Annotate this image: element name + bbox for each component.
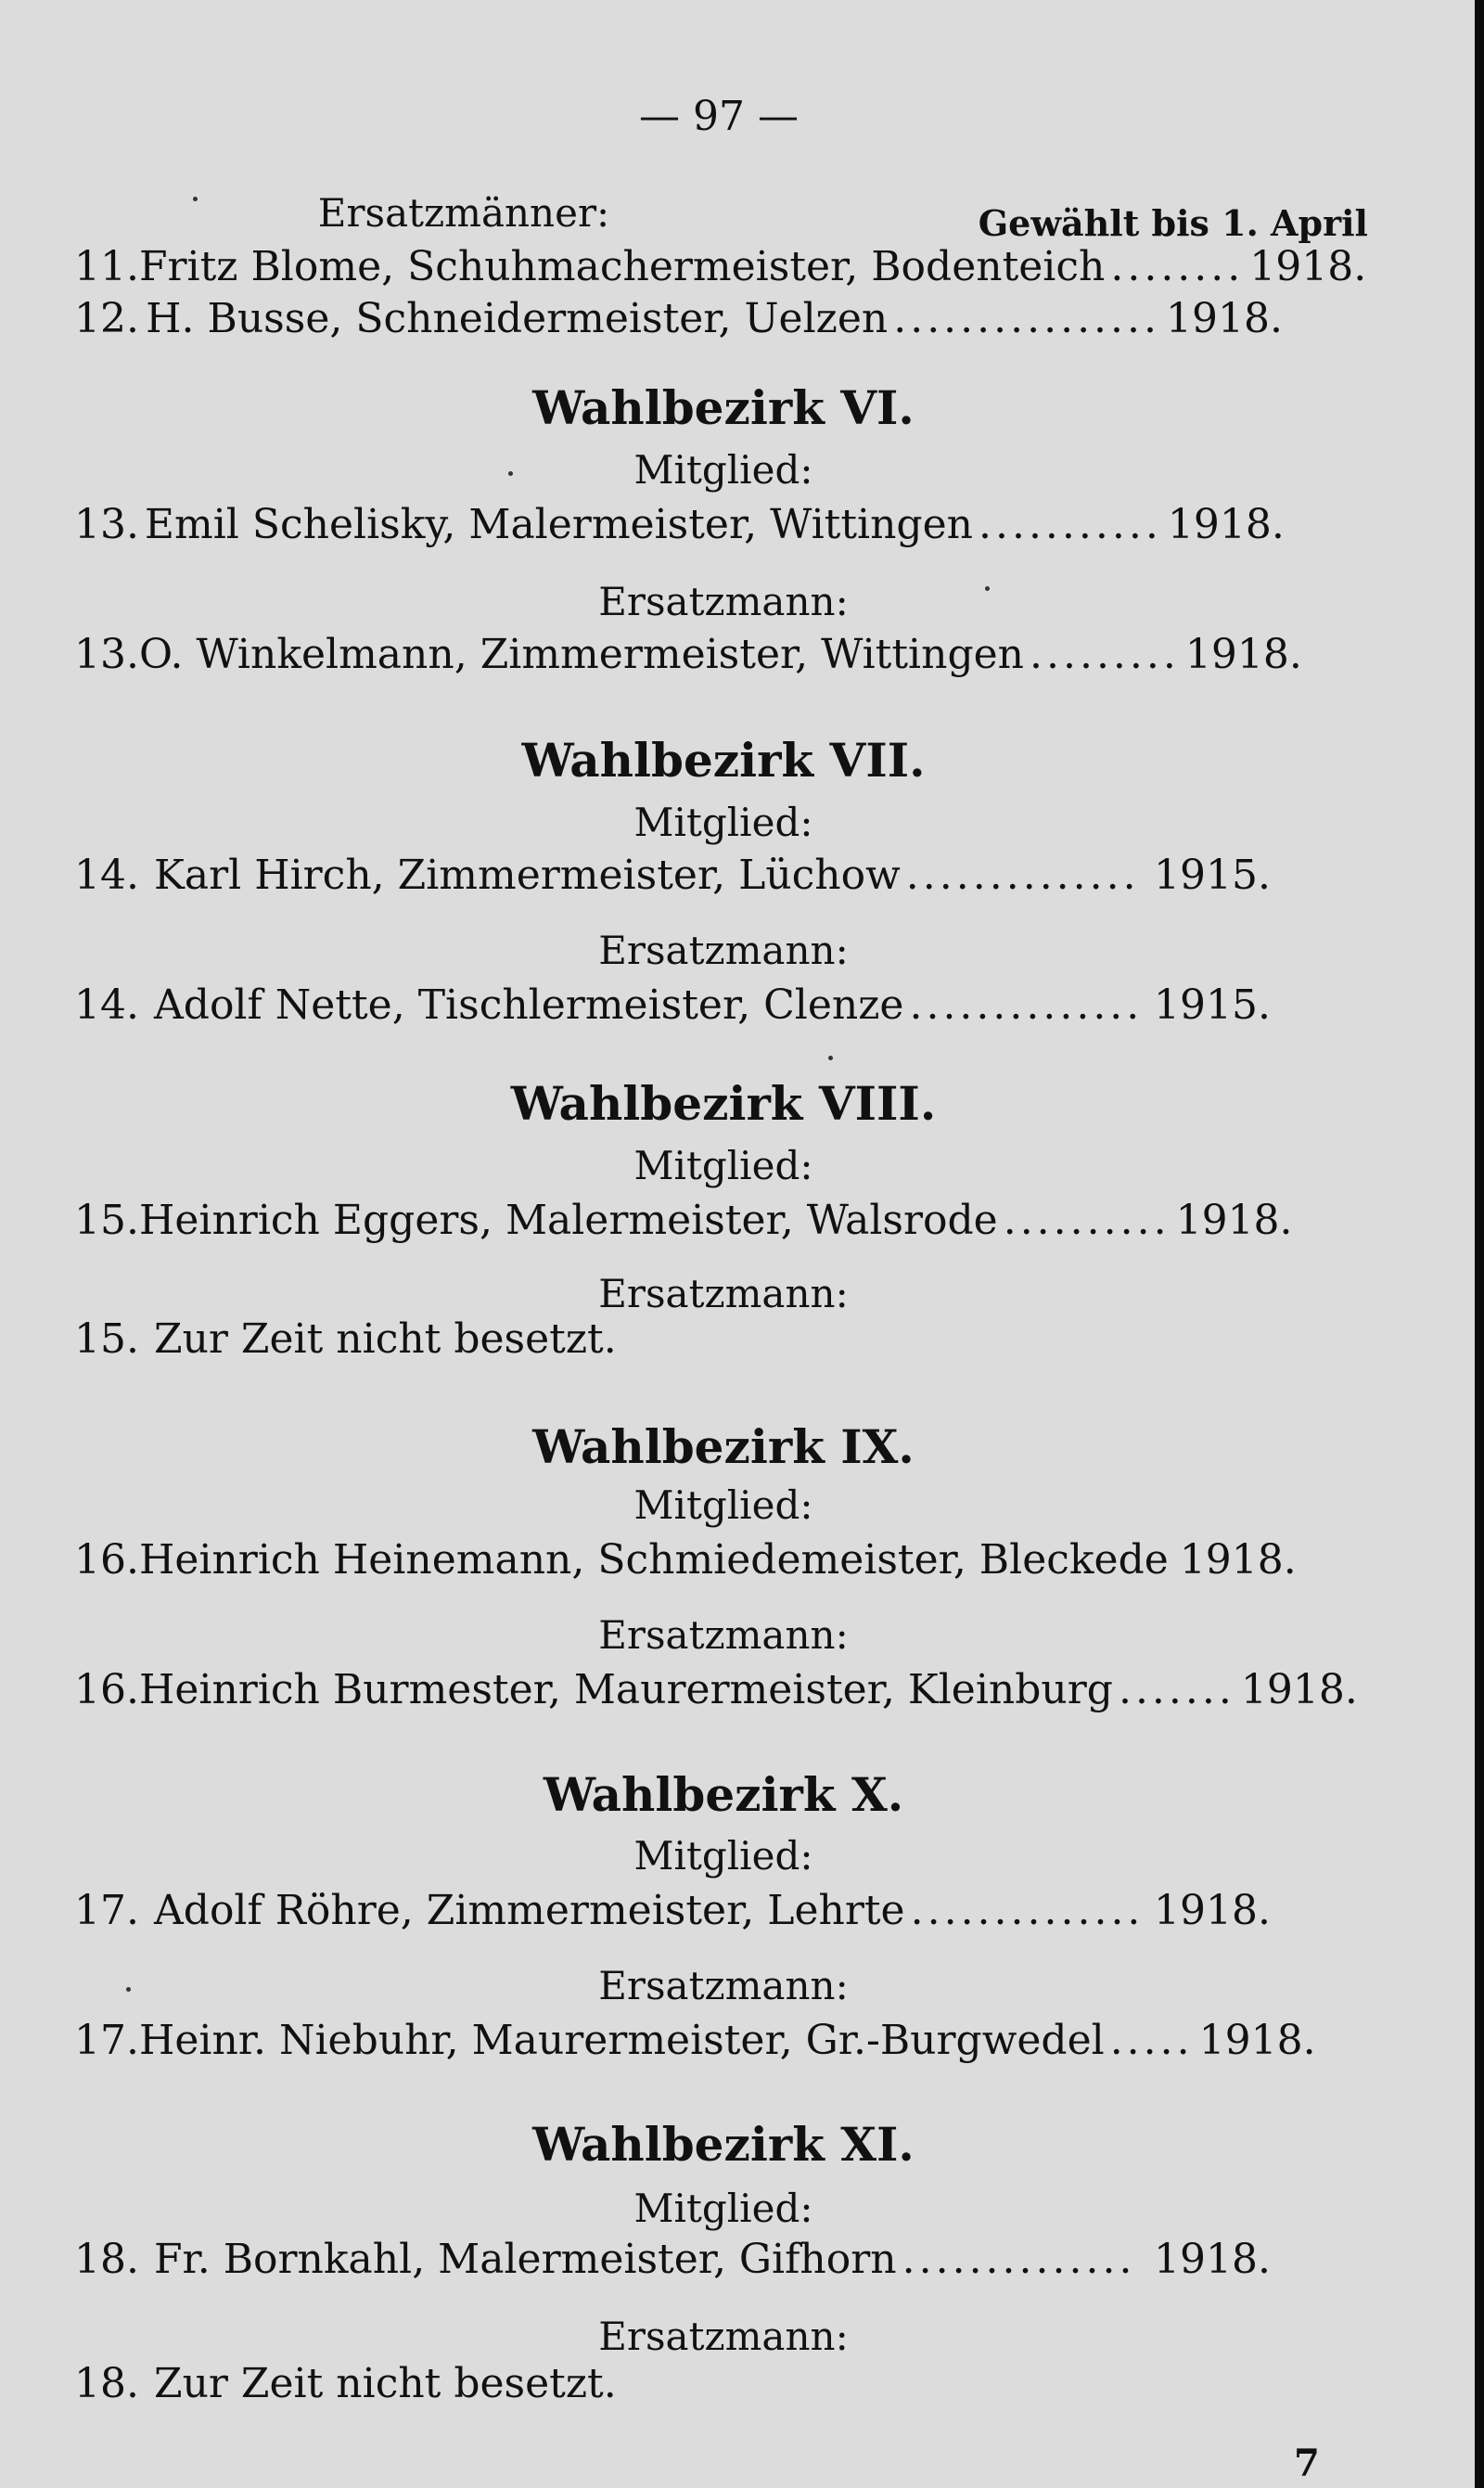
page-number: — 97 — [639, 93, 799, 140]
section-heading: Wahlbezirk VI. [532, 380, 915, 435]
section-label: Mitglied: [633, 1833, 813, 1879]
list-item [74, 2360, 1271, 2407]
entry-year: 1918. [1167, 501, 1285, 548]
entry-year: 1918. [1154, 1887, 1271, 1934]
section-label: Ersatzmann: [598, 1271, 849, 1316]
entry-year: 1918. [1240, 1666, 1358, 1713]
entry-year: 1915. [1154, 981, 1271, 1029]
list-item [74, 981, 1271, 1029]
entry-year: 1918. [1249, 243, 1367, 290]
entry-text: O. Winkelmann, Zimmermeister, Wittingen [138, 631, 1024, 678]
section-label: Ersatzmann: [598, 1612, 849, 1658]
list-item [74, 2017, 1316, 2064]
entry-number: 17. [74, 1887, 139, 1934]
print-speck [828, 1056, 833, 1060]
entry-number: 18. [74, 2236, 139, 2283]
entry-number: 15. [74, 1315, 139, 1363]
section-heading: Wahlbezirk IX. [532, 1419, 915, 1474]
entry-text: Zur Zeit nicht besetzt. [154, 2360, 617, 2407]
leader-dots: ................ [893, 295, 1160, 342]
section-label: Ersatzmann: [598, 928, 849, 973]
leader-dots: .............. [902, 2236, 1136, 2283]
entry-number: 17. [74, 2017, 139, 2064]
list-item [74, 1197, 1293, 1244]
list-item [74, 295, 1283, 342]
leader-dots: .............. [910, 1887, 1145, 1934]
entry-text: Adolf Röhre, Zimmermeister, Lehrte [154, 1887, 905, 1934]
list-item [74, 852, 1271, 899]
section-heading: Wahlbezirk VIII. [510, 1076, 937, 1131]
leader-dots: .............. [909, 981, 1144, 1029]
print-speck [126, 1987, 131, 1992]
leader-dots: ..... [1109, 2017, 1194, 2064]
entry-number: 16. [74, 1536, 139, 1584]
print-speck [508, 471, 513, 476]
entry-number: 14. [74, 981, 139, 1029]
list-item [74, 1315, 1271, 1363]
list-item [74, 243, 1367, 290]
entry-text: Heinrich Eggers, Malermeister, Walsrode [138, 1197, 998, 1244]
entry-text: Heinr. Niebuhr, Maurermeister, Gr.-Burgwedel [138, 2017, 1105, 2064]
entry-text: Heinrich Heinemann, Schmiedemeister, Bleckede [138, 1536, 1169, 1584]
entry-number: 15. [74, 1197, 139, 1244]
list-item [74, 1666, 1358, 1713]
print-speck [985, 586, 990, 591]
entry-text: Emil Schelisky, Malermeister, Wittingen [144, 501, 973, 548]
entry-number: 12. [74, 295, 139, 342]
entry-number: 18. [74, 2360, 139, 2407]
entry-text: Fr. Bornkahl, Malermeister, Gifhorn [154, 2236, 897, 2283]
leader-dots: ........... [978, 501, 1162, 548]
entry-text: Fritz Blome, Schuhmachermeister, Bodenteich [138, 243, 1106, 290]
section-heading: Wahlbezirk VII. [521, 733, 926, 788]
signature-mark: 7 [1294, 2442, 1320, 2485]
leader-dots: .............. [905, 852, 1140, 899]
list-item [74, 631, 1302, 678]
entry-text: Heinrich Burmester, Maurermeister, Kleinburg [138, 1666, 1113, 1713]
section-heading: Wahlbezirk XI. [532, 2117, 915, 2172]
leader-dots: ......... [1030, 631, 1180, 678]
entry-number: 11. [74, 243, 139, 290]
entry-number: 13. [74, 501, 139, 548]
section-label: Ersatzmänner: [317, 190, 610, 236]
section-label: Ersatzmann: [598, 2314, 849, 2359]
entry-text: Zur Zeit nicht besetzt. [154, 1315, 617, 1363]
leader-dots: ....... [1118, 1666, 1235, 1713]
section-label: Mitglied: [633, 447, 813, 493]
entry-number: 14. [74, 852, 139, 899]
entry-year: 1918. [1184, 631, 1302, 678]
list-item [74, 1536, 1297, 1584]
section-label: Mitglied: [633, 800, 813, 845]
print-speck [193, 197, 198, 201]
section-label: Ersatzmann: [598, 1963, 849, 2008]
leader-dots: ........ [1110, 243, 1245, 290]
entry-year: 1918. [1154, 2236, 1271, 2283]
election-date-note: Gewählt bis 1. April [978, 202, 1368, 244]
entry-text: Adolf Nette, Tischlermeister, Clenze [154, 981, 904, 1029]
entry-year: 1918. [1198, 2017, 1316, 2064]
entry-year: 1915. [1154, 852, 1271, 899]
entry-number: 13. [74, 631, 139, 678]
entry-number: 16. [74, 1666, 139, 1713]
list-item [74, 2236, 1271, 2283]
section-label: Mitglied: [633, 2186, 813, 2231]
section-heading: Wahlbezirk X. [543, 1767, 904, 1822]
entry-text: H. Busse, Schneidermeister, Uelzen [146, 295, 889, 342]
entry-text: Karl Hirch, Zimmermeister, Lüchow [154, 852, 901, 899]
section-label: Ersatzmann: [598, 579, 849, 624]
list-item [74, 501, 1285, 548]
entry-year: 1918. [1166, 295, 1283, 342]
section-label: Mitglied: [633, 1482, 813, 1528]
list-item [74, 1887, 1271, 1934]
entry-year: 1918. [1175, 1197, 1293, 1244]
section-label: Mitglied: [633, 1143, 813, 1188]
entry-year: 1918. [1179, 1536, 1297, 1584]
leader-dots: .......... [1003, 1197, 1171, 1244]
